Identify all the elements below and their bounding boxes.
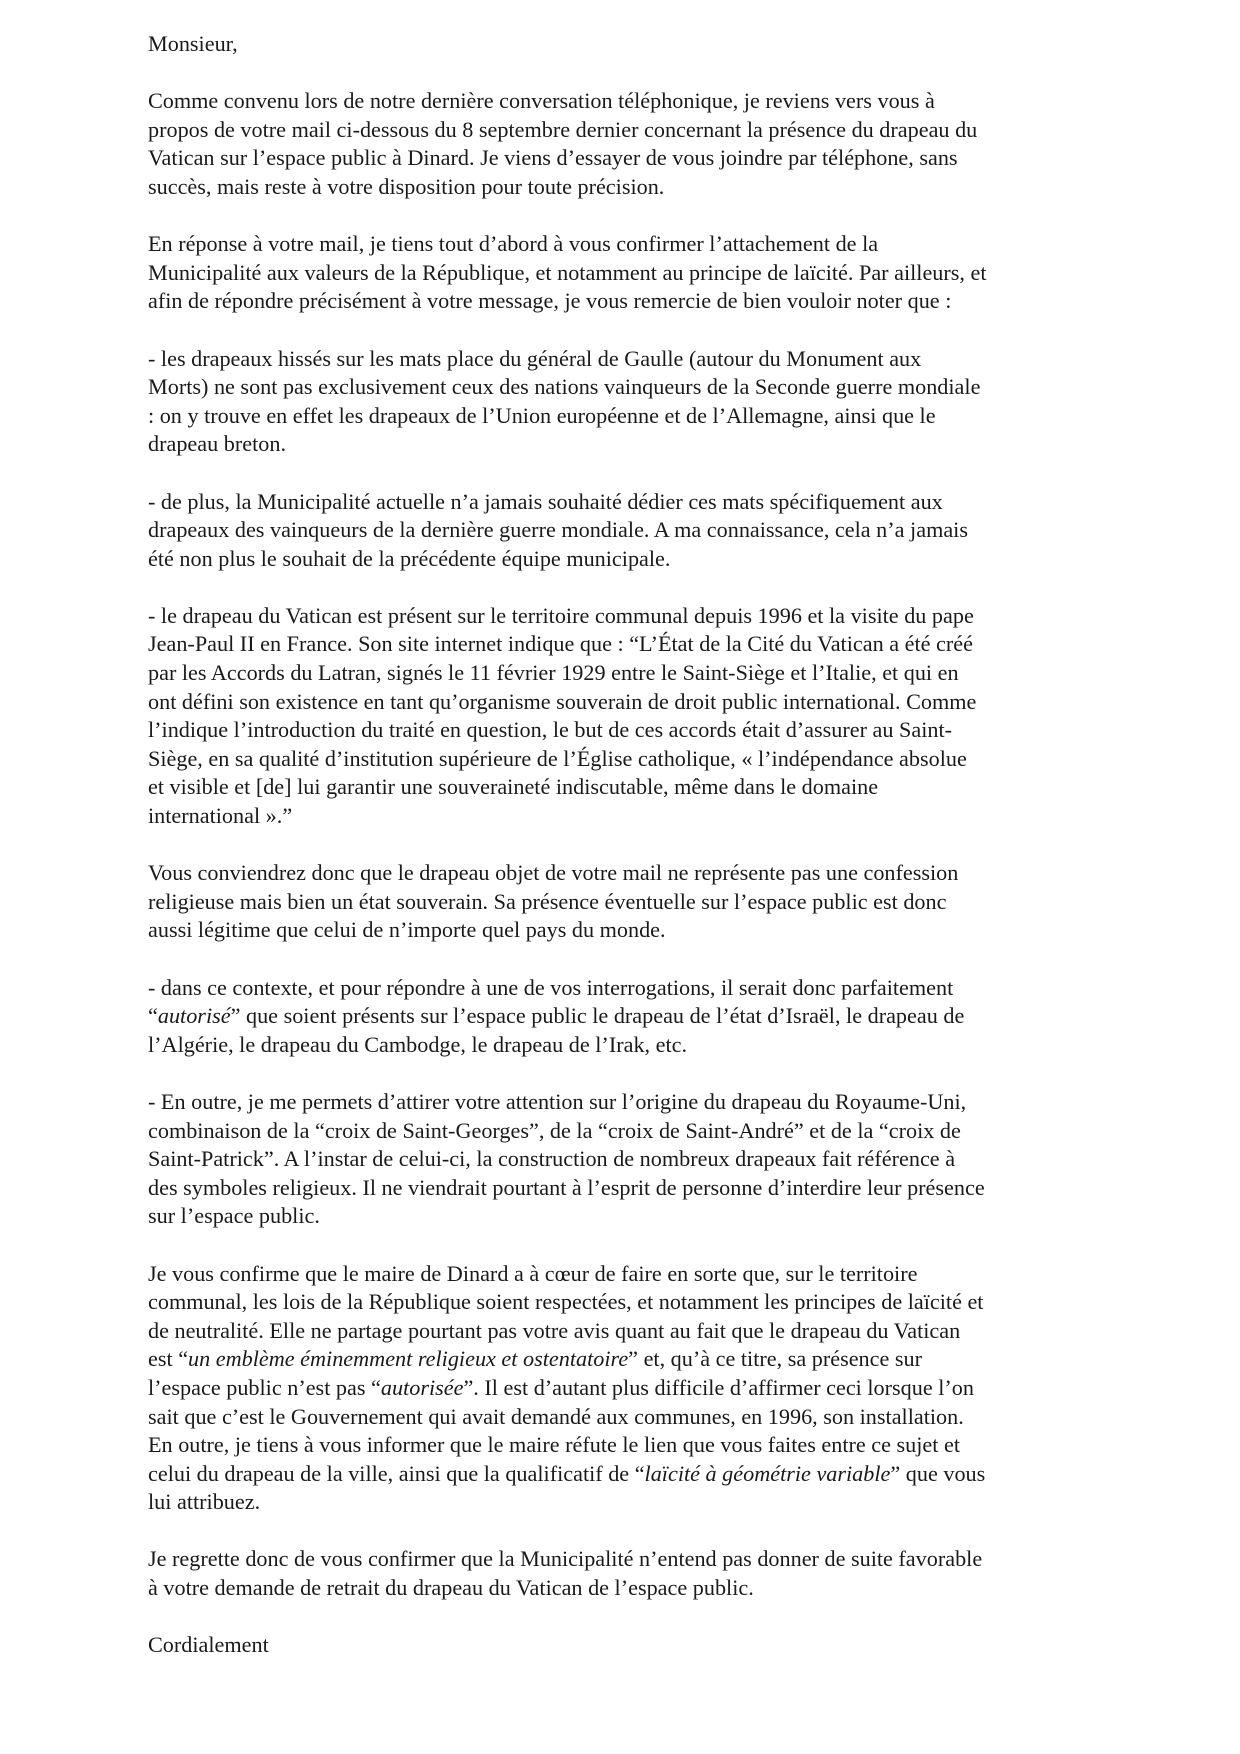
paragraph-confirmation xyxy=(148,1260,1108,1517)
paragraph-vatican-flag: - le drapeau du Vatican est présent sur le territoire communal depuis 1996 et la visite du pape Jean-Paul II en France. Son site internet indique que : “L’État de la Cité du Vatican a été créé par les Accords du Latran, signés le 11 février 1929 entre le Saint-Siège et l’Italie, et qui en ont défini son existence en tant qu’organisme souverain de droit public international. Comme l’indique l’introduction du traité en question, le but de ces accords était d’assurer au Saint- Siège, en sa qualité d’institution supérieure de l’Église catholique, « l’indépendance absolue et visible et [de] lui garantir une souveraineté indiscutable, même dans le domaine international ».” xyxy=(148,602,977,829)
paragraph-intro: Comme convenu lors de notre dernière conversation téléphonique, je reviens vers vous à propos de votre mail ci-dessous du 8 septembre dernier concernant la présence du drapeau du Vatican sur l’espace public à Dinard. Je viens d’essayer de vous joindre par téléphone, sans succès, mais reste à votre disposition pour toute précision. xyxy=(148,88,978,199)
paragraph-conclusion: Je regrette donc de vous confirmer que la Municipalité n’entend pas donner de suite favorable à votre demande de retrait du drapeau du Vatican de l’espace public. xyxy=(148,1546,983,1601)
p9-emphasis-2: autorisée xyxy=(380,1374,464,1400)
p7-emphasis: autorisé xyxy=(157,1003,231,1029)
paragraph-response: En réponse à votre mail, je tiens tout d’abord à vous confirmer l’attachement de la Municipalité aux valeurs de la République, et notamment au principe de laïcité. Par ailleurs, et afin de répondre précisément à votre message, je vous remercie de bien vouloir noter que : xyxy=(148,231,987,314)
paragraph-united-kingdom: - En outre, je me permets d’attirer votre attention sur l’origine du drapeau du Royaume-Uni, combinaison de la “croix de Saint-Georges”, de la “croix de Saint-André” et de la “croix de Saint-Patrick”. A l’instar de celui-ci, la construction de nombreux drapeaux fait référence à des symboles religieux. Il ne viendrait pourtant à l’esprit de personne d’interdire leur présence sur l’espace public. xyxy=(148,1088,985,1229)
p9-text-c: ”. Il est d’autant plus difficile d’affirmer ceci lorsque l’on sait que c’est le Gouvernement qui avait demandé aux communes, en 1996, son installation. En outre, je tiens à vous informer que le maire réfute le lien que vous faites entre ce sujet et celui du drapeau de la ville, ainsi que la qualificatif de “ xyxy=(148,1374,974,1486)
letter-body xyxy=(148,30,1108,1688)
paragraph-context xyxy=(148,974,1108,1060)
p9-emphasis-3: laïcité à géométrie variable xyxy=(644,1460,891,1486)
paragraph-sovereign-state: Vous conviendrez donc que le drapeau objet de votre mail ne représente pas une confession religieuse mais bien un état souverain. Sa présence éventuelle sur l’espace public est donc aussi légitime que celui de n’importe quel pays du monde. xyxy=(148,860,959,943)
closing: Cordialement xyxy=(148,1632,269,1658)
salutation: Monsieur, xyxy=(148,31,238,56)
paragraph-municipality: - de plus, la Municipalité actuelle n’a jamais souhaité dédier ces mats spécifiquement aux drapeaux des vainqueurs de la dernière guerre mondiale. A ma connaissance, cela n’a jamais été non plus le souhait de la précédente équipe municipale. xyxy=(148,488,968,571)
p9-text-b: ” et, qu’à ce titre, sa présence sur l’espace public n’est pas “ xyxy=(148,1346,923,1400)
paragraph-flags-mats: - les drapeaux hissés sur les mats place du général de Gaulle (autour du Monument aux Morts) ne sont pas exclusivement ceux des nations vainqueurs de la Seconde guerre mondiale : on y trouve en effet les drapeaux de l’Union européenne et de l’Allemagne, ainsi que le drapeau breton. xyxy=(148,345,981,457)
p7-text-a: - dans ce contexte, et pour répondre à une de vos interrogations, il serait donc parfaitement “ xyxy=(148,974,954,1029)
p9-emphasis-1: un emblème éminemment religieux et ostentatoire xyxy=(188,1346,629,1372)
p9-text-d: ” que vous lui attribuez. xyxy=(148,1460,986,1515)
p9-text-a: Je vous confirme que le maire de Dinard a à cœur de faire en sorte que, sur le territoire communal, les lois de la République soient respectées, et notamment les principes de laïcité et de neutralité. Elle ne partage pourtant pas votre avis quant au fait que le drapeau du Vatican est “ xyxy=(148,1260,984,1372)
p7-text-b: ” que soient présents sur l’espace public le drapeau de l’état d’Israël, le drapeau de l’Algérie, le drapeau du Cambodge, le drapeau de l’Irak, etc. xyxy=(148,1003,965,1057)
